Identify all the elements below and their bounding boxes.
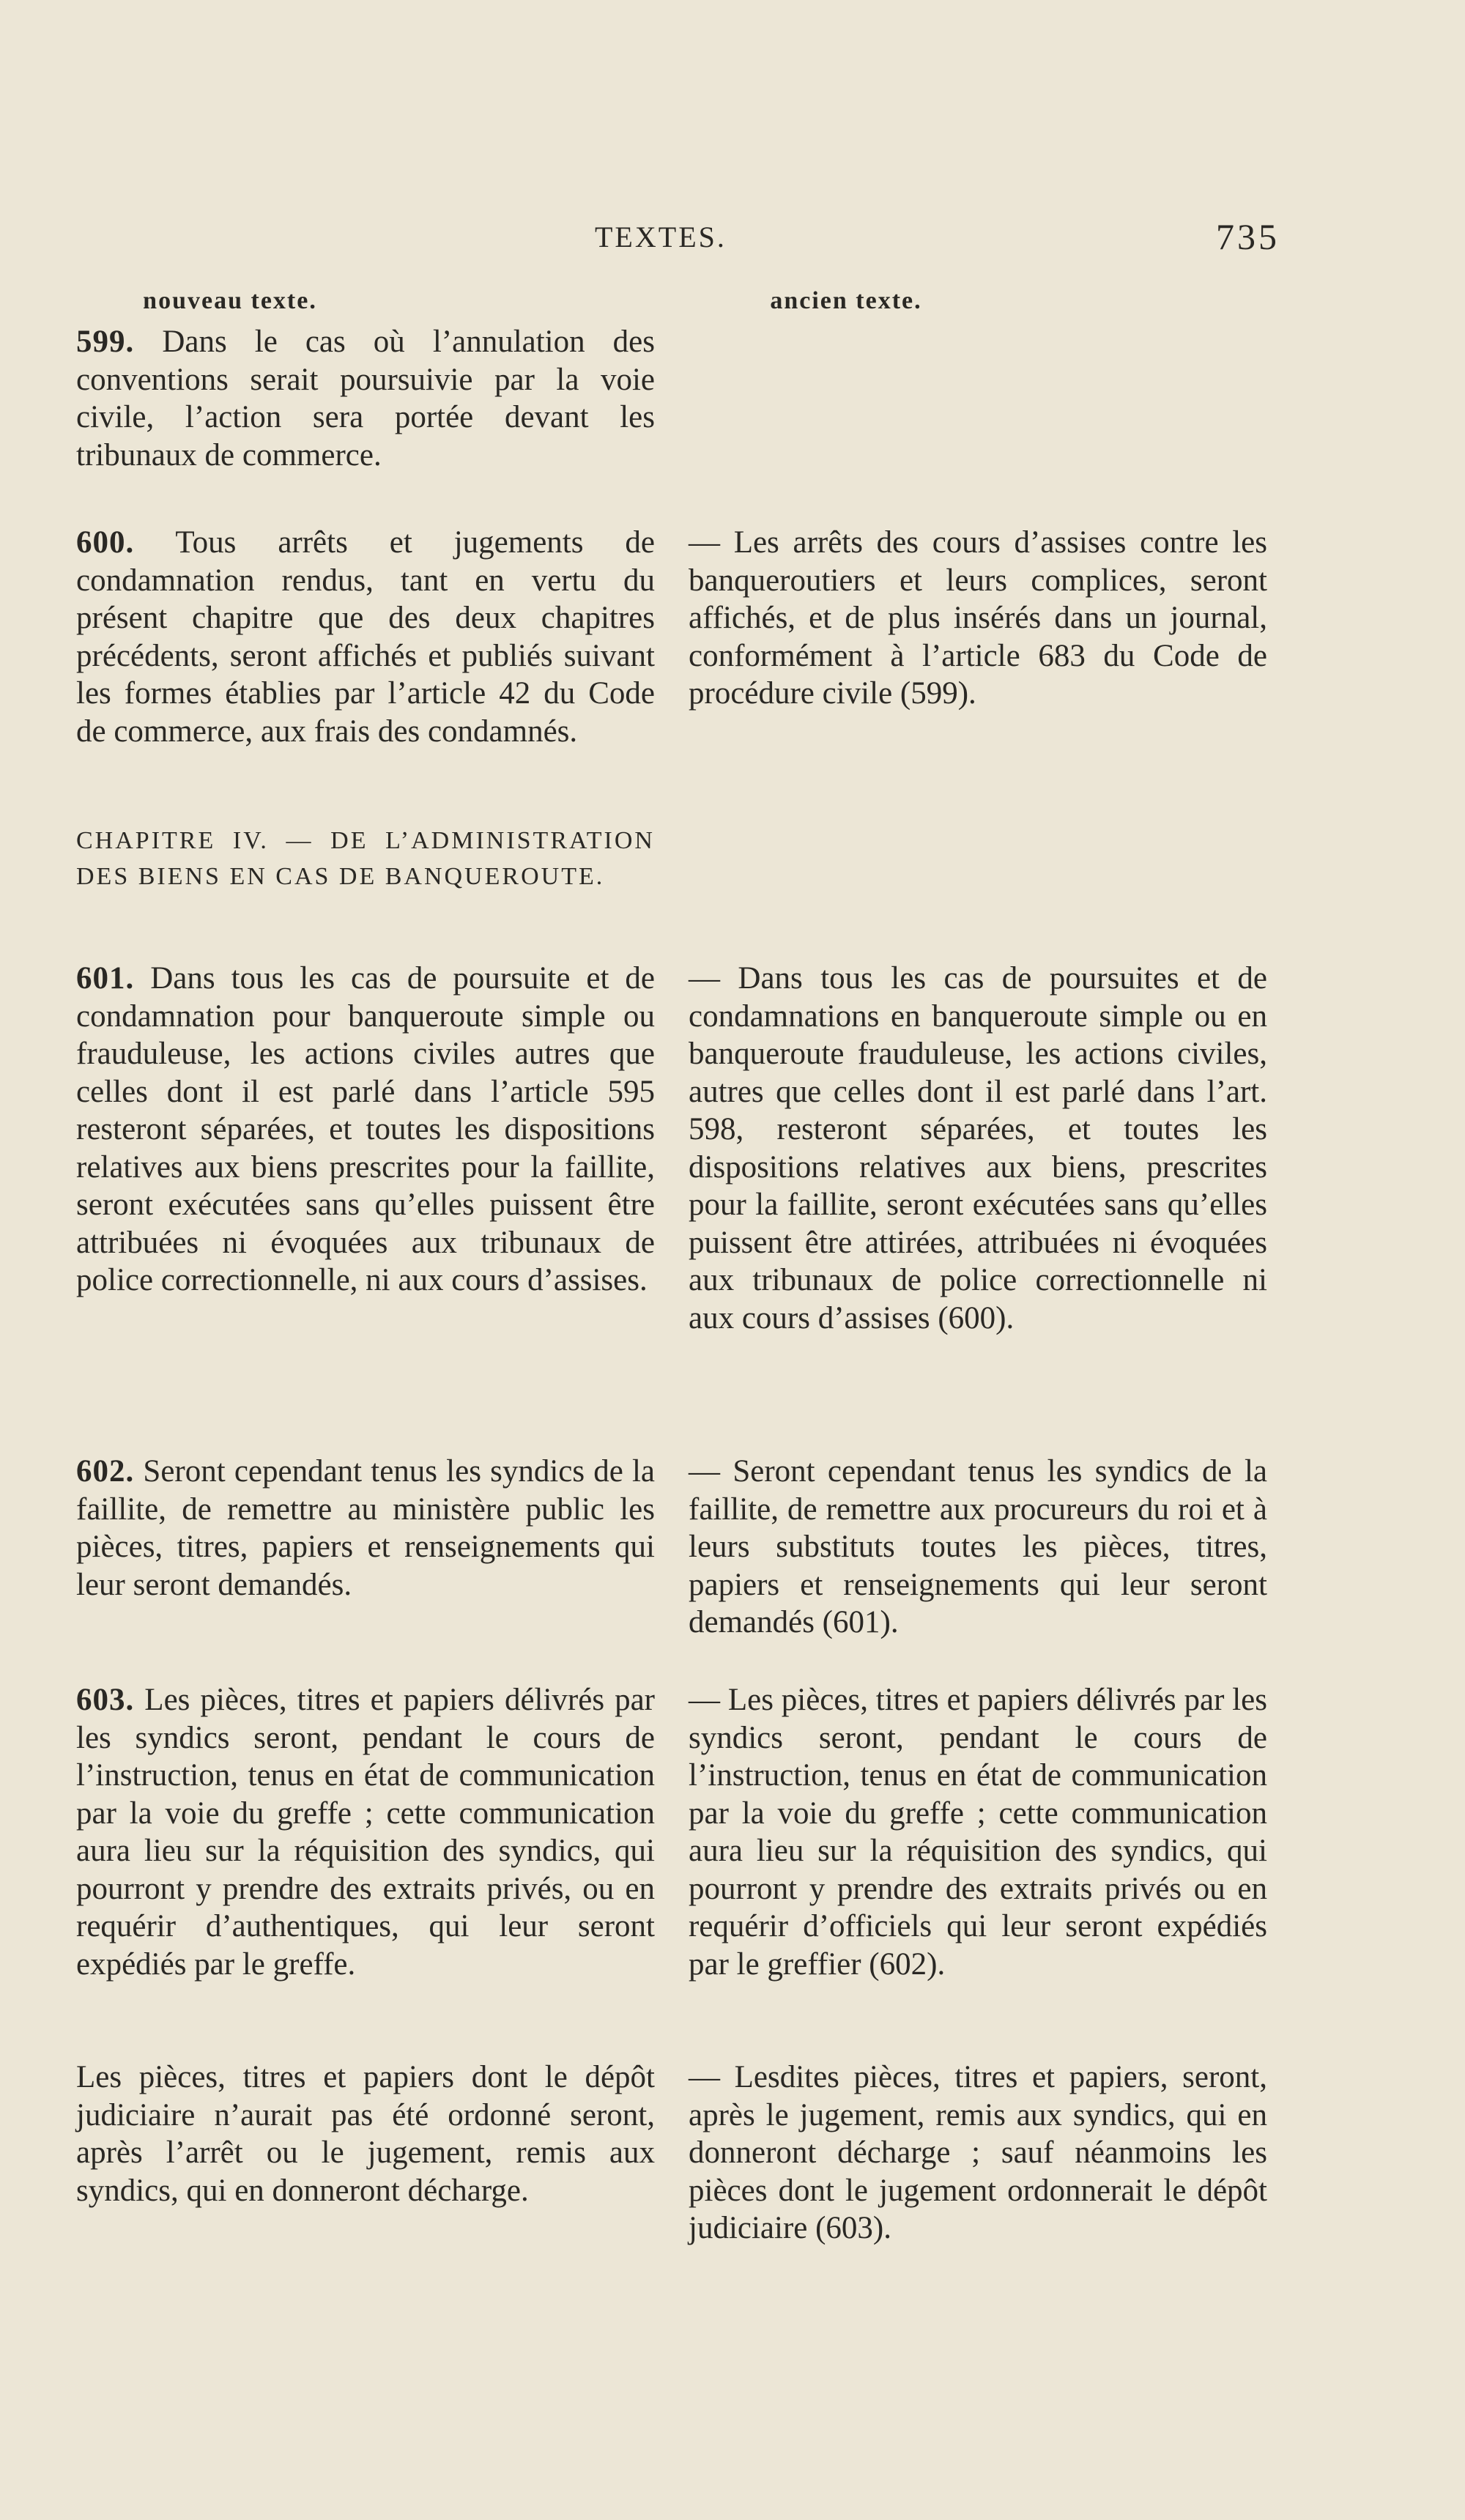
article-text: Tous arrêts et jugements de condamnation rendus, tant en vertu du présent chapitre que des deux chapitres précédents, seront affichés et publiés suivant les formes établies par l’article 42 du Code de commerce, aux frais des condamnés. (76, 525, 655, 749)
article-number: 601. (76, 961, 135, 996)
running-title: TEXTES. (595, 220, 727, 253)
article-text: Les pièces, titres et papiers délivrés par les syndics seront, pendant le cours de l’instruction, tenus en état de communication par la voie du greffe ; cette communication aura lieu sur la réquisition des syndics, qui pourront y prendre des extraits privés, ou en requérir d’authentiques, qui leur seront expédiés par le greffe. (76, 1683, 656, 1982)
article-number: 600. (76, 525, 135, 560)
page-number: 735 (1216, 216, 1280, 257)
old-article-603: — Lesdites pièces, titres et papiers, seront, après le jugement, remis aux syndics, qui en donneront décharge ; sauf néanmoins les pièces dont le jugement ordonnerait le dépôt judiciaire (603). (689, 2060, 1267, 2245)
article-text: Seront cependant tenus les syndics de la faillite, de remettre au ministère public les pièces, titres, papiers et renseignements qui leur seront demandés. (76, 1454, 655, 1602)
article-602 (76, 1453, 655, 1604)
article-603 (76, 1681, 655, 1983)
old-article-600: — Dans tous les cas de poursuites et de condamnations en banqueroute simple ou en banqueroute frauduleuse, les actions civiles, autres que celles dont il est parlé dans l’art. 598, resteront séparées, et toutes les dispositions relatives aux biens, prescrites pour la faillite, seront exécutées sans qu’elles puissent être attirées, attribuées ni évoquées aux tribunaux de police correctionnelle ni aux cours d’assises (600). (689, 961, 1267, 1335)
article-text: Dans tous les cas de poursuite et de condamnation pour banqueroute simple ou frauduleuse, les actions civiles autres que celles dont il est parlé dans l’article 595 resteront séparées, et toutes les dispositions relatives aux biens prescrites pour la faillite, seront exécutées sans qu’elles puissent être attribuées ni évoquées aux tribunaux de police correctionnelle, ni aux cours d’assises. (76, 961, 656, 1297)
article-600 (76, 524, 655, 750)
old-article-599: — Les arrêts des cours d’assises contre les banqueroutiers et leurs complices, seront affichés, et de plus insérés dans un journal, conformément à l’article 683 du Code de procédure civile (599). (689, 525, 1267, 711)
old-article-602: — Les pièces, titres et papiers délivrés par les syndics seront, pendant le cours de l’instruction, tenus en état de communication par la voie du greffe ; cette communication aura lieu sur la réquisition des syndics, qui pourront y prendre des extraits privés ou en requérir d’officiels qui leur seront expédiés par le greffier (602). (689, 1683, 1267, 1982)
article-number: 602. (76, 1454, 135, 1489)
article-number: 603. (76, 1683, 135, 1717)
article-number: 599. (76, 325, 135, 359)
article-text: Dans le cas où l’annulation des conventions serait poursuivie par la voie civile, l’action sera portée devant les tribunaux de commerce. (76, 325, 656, 472)
old-article-601: — Seront cependant tenus les syndics de la faillite, de remettre aux procureurs du roi et à leurs substituts toutes les pièces, titres, papiers et renseignements qui leur seront demandés (601). (689, 1454, 1267, 1639)
old-text-header: ancien texte. (770, 287, 922, 314)
new-text-header: nouveau texte. (143, 287, 317, 314)
article-599 (76, 323, 655, 474)
old-text-column (689, 282, 1267, 2245)
chapter-heading: CHAPITRE IV. — DE L’ADMINISTRATION DES BIENS EN CAS DE BANQUEROUTE. (76, 827, 655, 890)
article-603-paragraph-2: Les pièces, titres et papiers dont le dépôt judiciaire n’aurait pas été ordonné seront, après l’arrêt ou le jugement, remis aux syndics, qui en donneront décharge. (76, 2060, 655, 2208)
article-601 (76, 960, 655, 1300)
running-head (0, 216, 1465, 264)
